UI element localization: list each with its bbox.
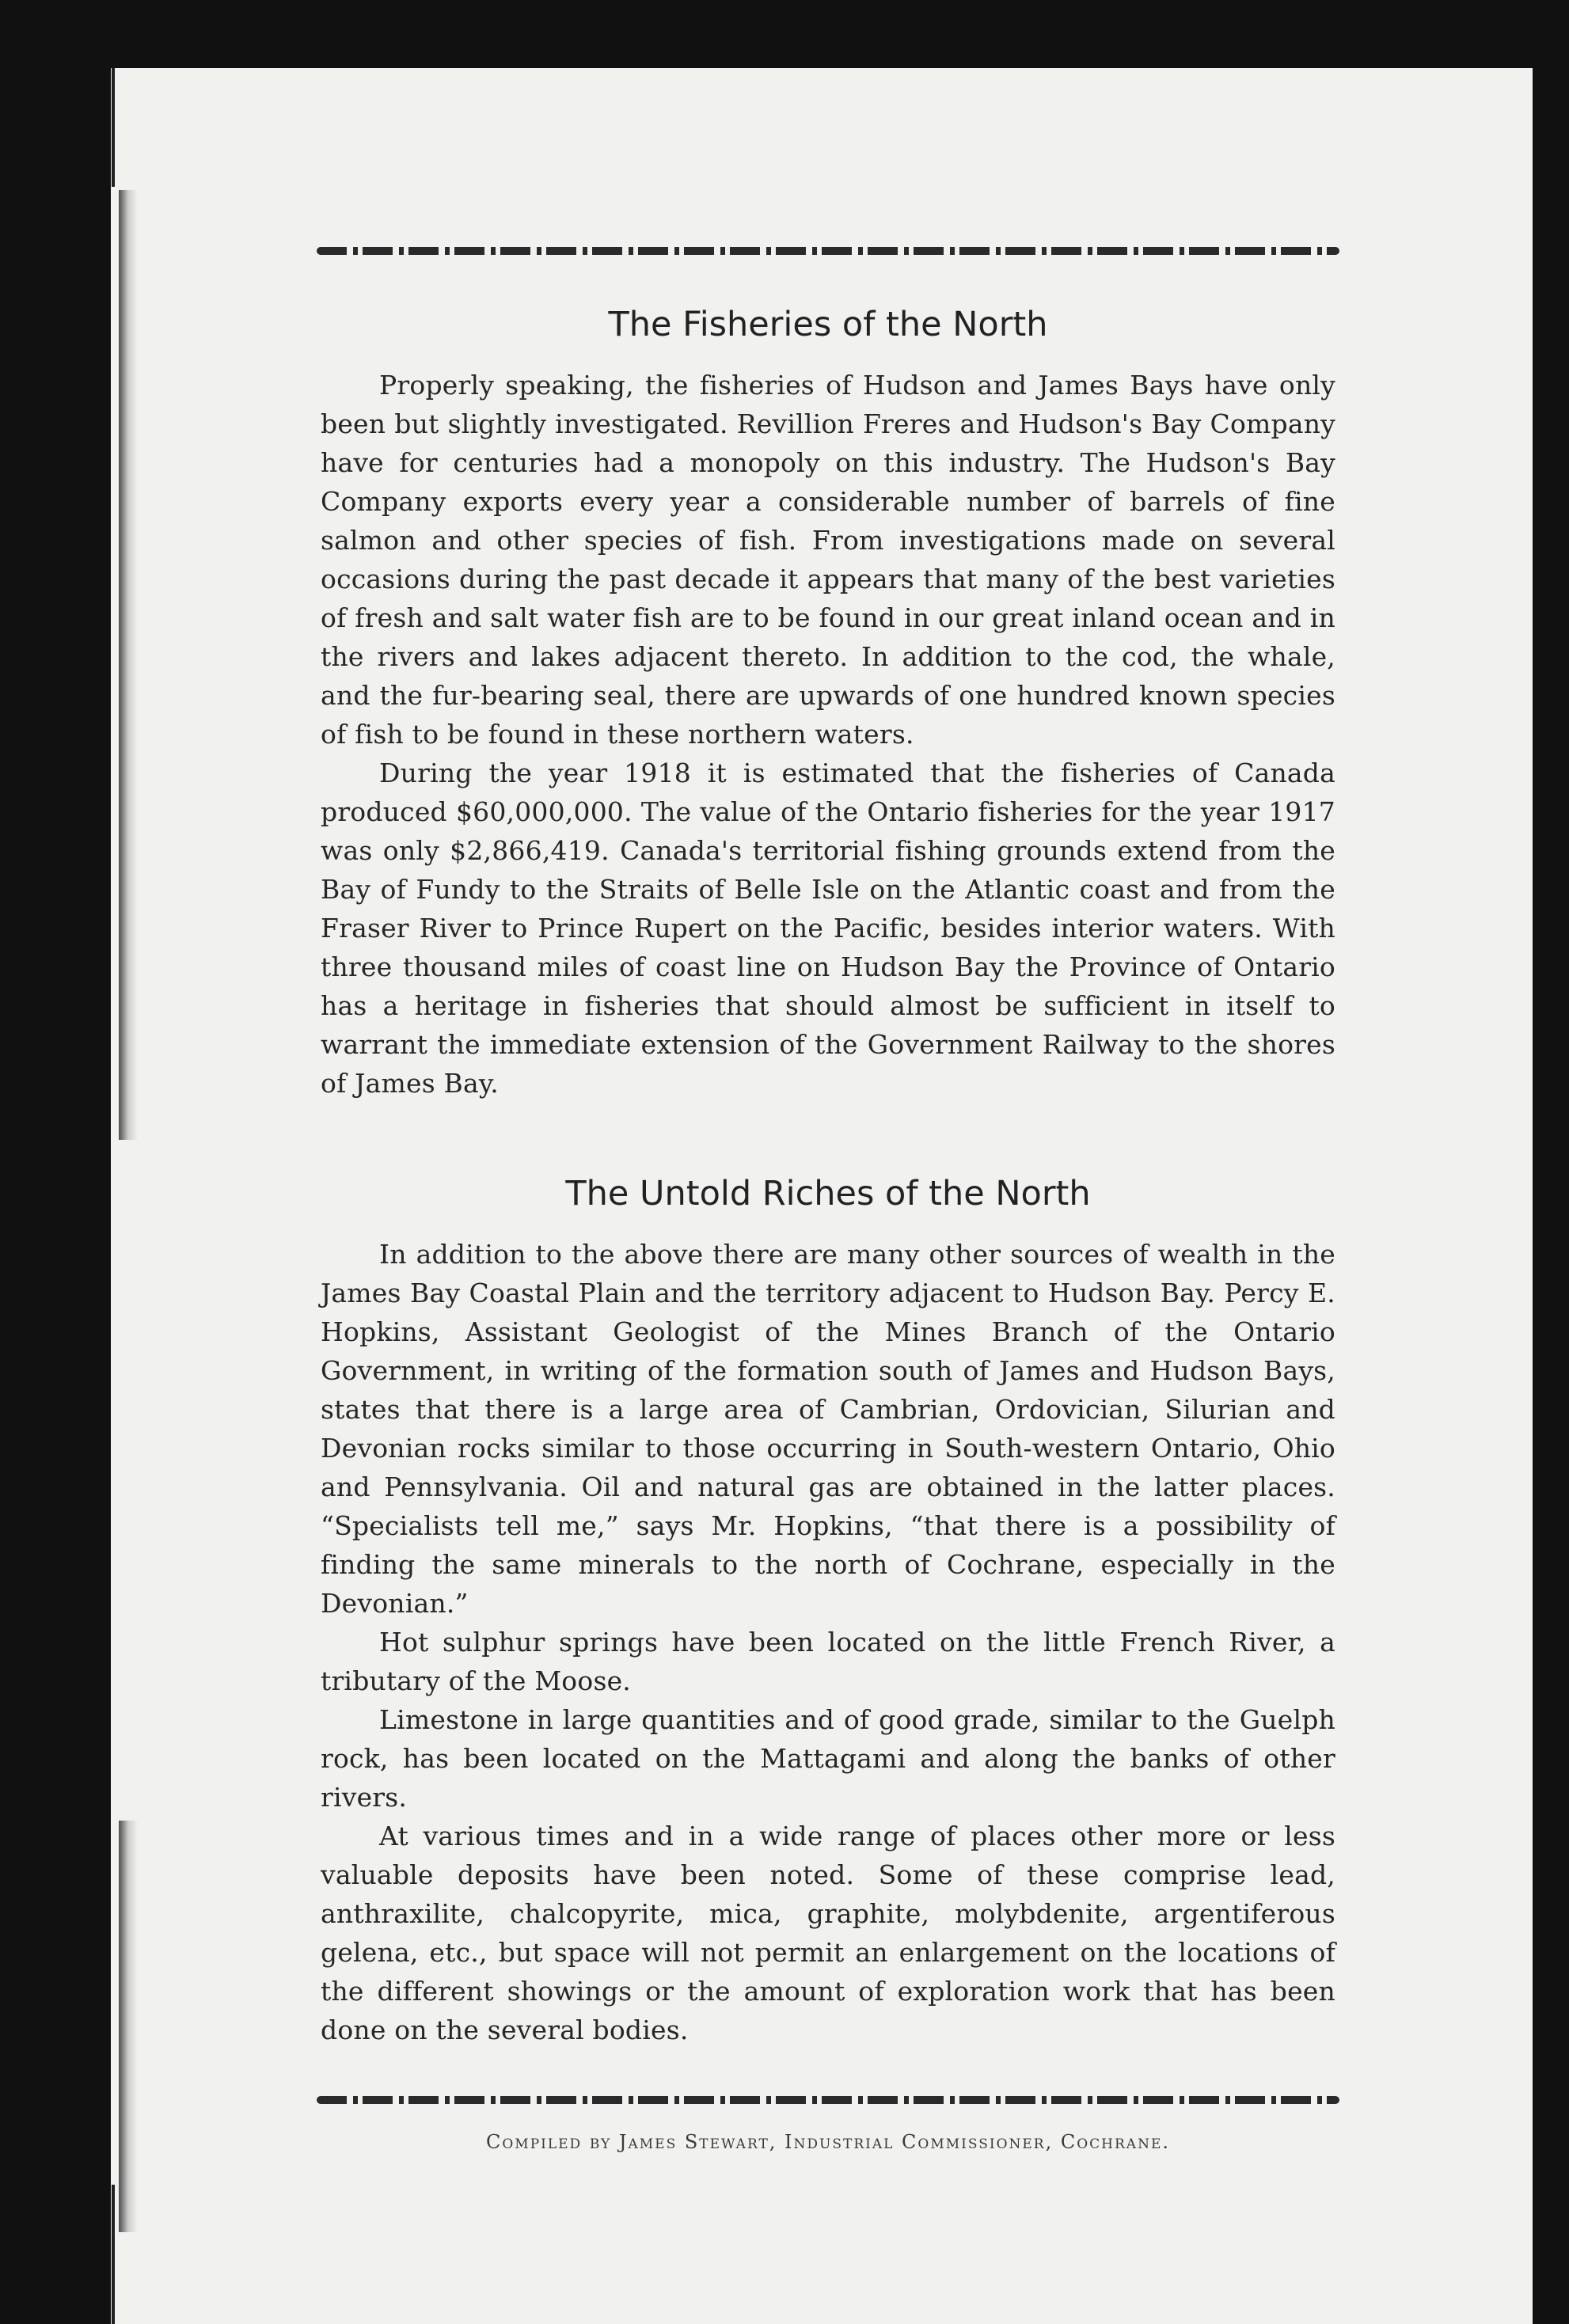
paragraph: Limestone in large quantities and of good grade, similar to the Guelph rock, has been located on the Mattagami and along the banks of other rivers. bbox=[321, 1704, 1335, 1813]
paragraph: Hot sulphur springs have been located on the little French River, a tributary of the Moose. bbox=[321, 1627, 1335, 1696]
binding-shadow-upper bbox=[119, 190, 138, 1140]
section-heading: The Untold Riches of the North bbox=[565, 1174, 1091, 1213]
binding-line-top bbox=[112, 68, 115, 187]
section-heading: The Fisheries of the North bbox=[608, 305, 1048, 344]
bottom-ornament-rule bbox=[317, 2096, 1339, 2104]
section-untold-riches bbox=[321, 1170, 1335, 2049]
paragraph: Properly speaking, the fisheries of Hudson and James Bays have only been but slightly investigated. Revillion Freres and Hudson's Bay Company have for centuries had a monopoly on this industry. The Hudson's Bay Company exports every year a considerable number of barrels of fine salmon and other species of fish. From investigations made on several occasions during the past decade it appears that many of the best varieties of fresh and salt water fish are to be found in our great inland ocean and in the rivers and lakes adjacent thereto. In addition to the cod, the whale, and the fur-bearing seal, there are upwards of one hundred known species of fish to be found in these northern waters. bbox=[321, 370, 1335, 750]
paragraph: At various times and in a wide range of places other more or less valuable deposits have been noted. Some of these comprise lead, anthraxilite, chalcopyrite, mica, graphite, molybdenite, argentiferous gelena, etc., but space will not permit an enlargement on the locations of the different showings or the amount of exploration work that has been done on the several bodies. bbox=[321, 1821, 1335, 2045]
compiler-credit: Compiled by James Stewart, Industrial Commissioner, Cochrane. bbox=[486, 2131, 1170, 2153]
binding-line-bottom bbox=[112, 2185, 115, 2324]
paragraph: During the year 1918 it is estimated that the fisheries of Canada produced $60,000,000. The value of the Ontario fisheries for the year 1917 was only $2,866,419. Canada's territorial fishing grounds extend from the Bay of Fundy to the Straits of Belle Isle on the Atlantic coast and from the Fraser River to Prince Rupert on the Pacific, besides interior waters. With three thousand miles of coast line on Hudson Bay the Province of Ontario has a heritage in fisheries that should almost be sufficient in itself to warrant the immediate extension of the Government Railway to the shores of James Bay. bbox=[321, 758, 1335, 1099]
top-ornament-rule bbox=[317, 247, 1339, 255]
section-fisheries bbox=[321, 301, 1335, 1103]
binding-shadow-lower bbox=[119, 1821, 138, 2232]
paragraph: In addition to the above there are many other sources of wealth in the James Bay Coastal Plain and the territory adjacent to Hudson Bay. Percy E. Hopkins, Assistant Geologist of the Mines Branch of the Ontario Government, in writing of the formation south of James and Hudson Bays, states that there is a large area of Cambrian, Ordovician, Silurian and Devonian rocks similar to those occurring in South-western Ontario, Ohio and Pennsylvania. Oil and natural gas are obtained in the latter places. “Specialists tell me,” says Mr. Hopkins, “that there is a possibility of finding the same minerals to the north of Cochrane, especially in the Devonian.” bbox=[321, 1239, 1335, 1619]
